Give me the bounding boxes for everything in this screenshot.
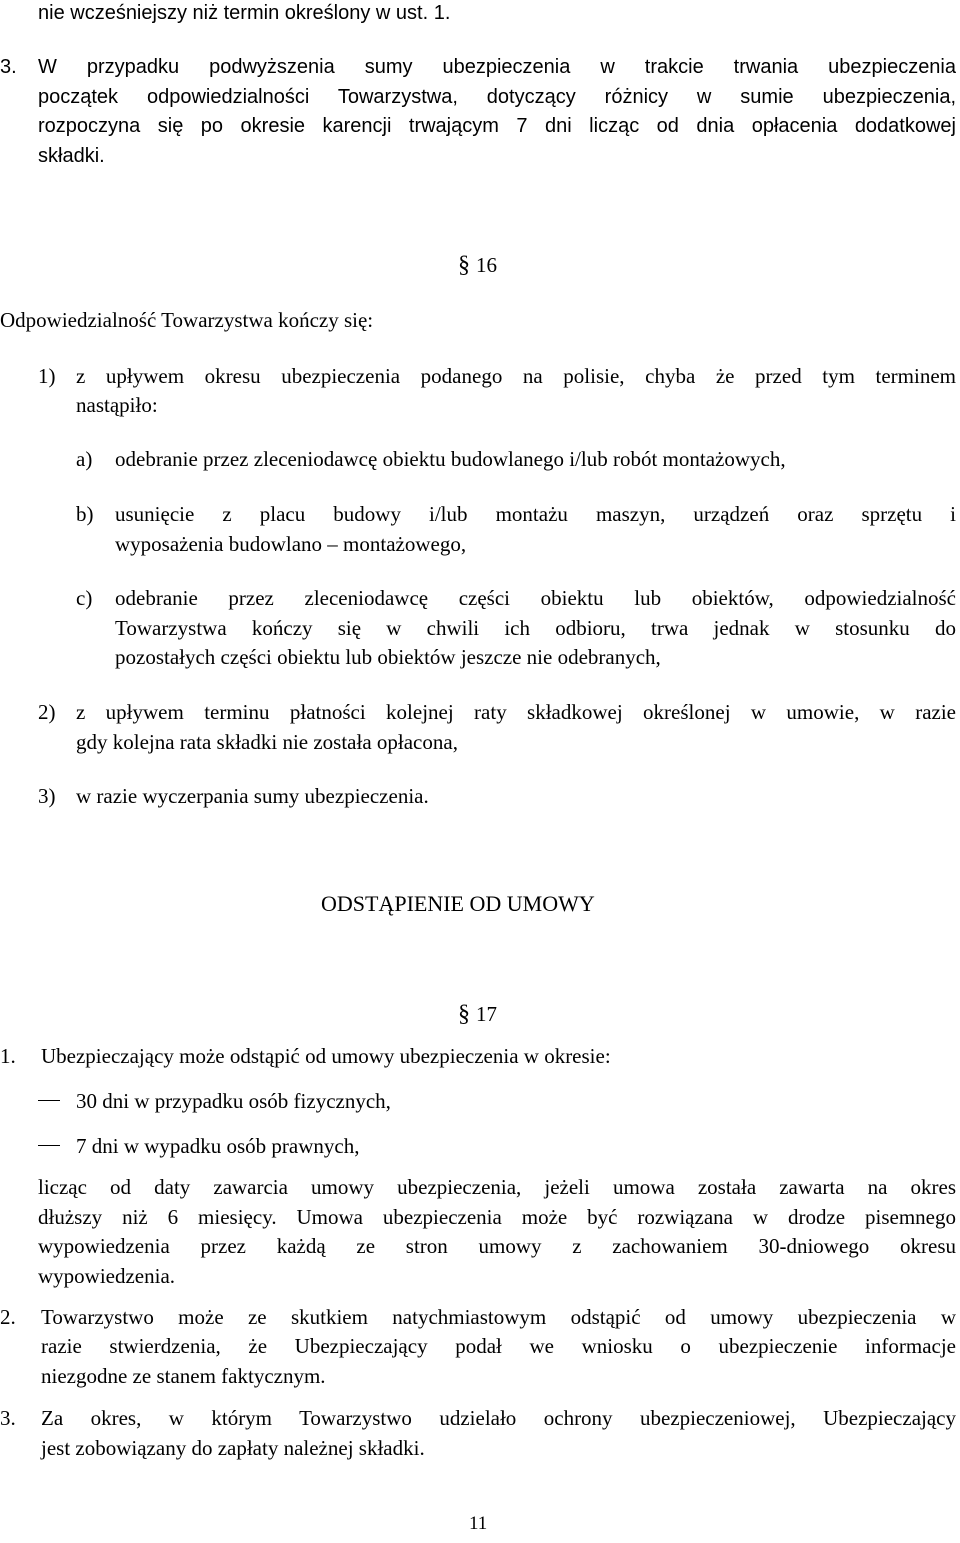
paragraph-line: razie stwierdzenia, że Ubezpieczający podał we wniosku o ubezpieczenie informacje	[41, 1334, 956, 1358]
paragraph-line: W przypadku podwyższenia sumy ubezpieczenia w trakcie trwania ubezpieczenia	[38, 56, 956, 78]
paragraph-line: wypowiedzenia przez każdą ze stron umowy z zachowaniem 30-dniowego okresu	[38, 1234, 956, 1258]
item-number: 3.	[0, 56, 17, 78]
page-number: 11	[469, 1513, 488, 1534]
sublist-text: pozostałych części obiektu lub obiektów jeszcze nie odebranych,	[115, 645, 661, 669]
list-text: w razie wyczerpania sumy ubezpieczenia.	[76, 784, 429, 808]
list-number: 1)	[38, 364, 56, 388]
dash-bullet	[38, 1100, 60, 1101]
list-text: z upływem terminu płatności kolejnej raty składkowej określonej w umowie, w razie	[76, 700, 956, 724]
dash-item-text: 7 dni w wypadku osób prawnych,	[76, 1134, 360, 1158]
sublist-text: Towarzystwa kończy się w chwili ich odbioru, trwa jednak w stosunku do	[115, 616, 956, 640]
sublist-text: wyposażenia budowlano – montażowego,	[115, 532, 467, 556]
paragraph-number: 1.	[0, 1044, 16, 1068]
list-text: z upływem okresu ubezpieczenia podanego na polisie, chyba że przed tym terminem	[76, 364, 956, 388]
paragraph-number: 3.	[0, 1406, 16, 1430]
sublist-label: b)	[76, 502, 94, 526]
sublist-label: a)	[76, 447, 93, 471]
paragraph-line: rozpoczyna się po okresie karencji trwającym 7 dni licząc od dnia opłacenia dodatkowej	[38, 115, 956, 137]
sublist-text: usunięcie z placu budowy i/lub montażu maszyn, urządzeń oraz sprzętu i	[115, 502, 956, 526]
paragraph-line: jest zobowiązany do zapłaty należnej składki.	[41, 1436, 425, 1460]
paragraph-line: wypowiedzenia.	[38, 1264, 176, 1288]
continuation-line: nie wcześniejszy niż termin określony w ust. 1.	[38, 2, 451, 24]
sublist-label: c)	[76, 586, 93, 610]
paragraph-line: Towarzystwo może ze skutkiem natychmiastowym odstąpić od umowy ubezpieczenia w	[41, 1305, 956, 1329]
section-sign: §	[458, 252, 470, 278]
paragraph-line: Za okres, w którym Towarzystwo udzielało ochrony ubezpieczeniowej, Ubezpieczający	[41, 1406, 956, 1430]
dash-bullet	[38, 1145, 60, 1146]
dash-item-text: 30 dni w przypadku osób fizycznych,	[76, 1089, 391, 1113]
list-text: gdy kolejna rata składki nie została opłacona,	[76, 730, 458, 754]
list-text: nastąpiło:	[76, 393, 158, 417]
sublist-text: odebranie przez zleceniodawcę części obiektu lub obiektów, odpowiedzialność	[115, 586, 956, 610]
section-heading: ODSTĄPIENIE OD UMOWY	[321, 891, 595, 916]
paragraph-text: Ubezpieczający może odstąpić od umowy ubezpieczenia w okresie:	[41, 1044, 611, 1068]
paragraph-line: początek odpowiedzialności Towarzystwa, dotyczący różnicy w sumie ubezpieczenia,	[38, 86, 956, 108]
section-intro: Odpowiedzialność Towarzystwa kończy się:	[0, 308, 374, 332]
section-sign: §	[458, 1001, 470, 1027]
paragraph-number: 2.	[0, 1305, 16, 1329]
section-number: 17	[476, 1002, 497, 1026]
section-number: 16	[476, 253, 497, 277]
sublist-text: odebranie przez zleceniodawcę obiektu budowlanego i/lub robót montażowych,	[115, 447, 786, 471]
paragraph-line: składki.	[38, 145, 105, 167]
paragraph-line: licząc od daty zawarcia umowy ubezpieczenia, jeżeli umowa została zawarta na okres	[38, 1175, 956, 1199]
paragraph-line: niezgodne ze stanem faktycznym.	[41, 1364, 326, 1388]
list-number: 2)	[38, 700, 56, 724]
list-number: 3)	[38, 784, 56, 808]
paragraph-line: dłuższy niż 6 miesięcy. Umowa ubezpieczenia może być rozwiązana w drodze pisemnego	[38, 1205, 956, 1229]
